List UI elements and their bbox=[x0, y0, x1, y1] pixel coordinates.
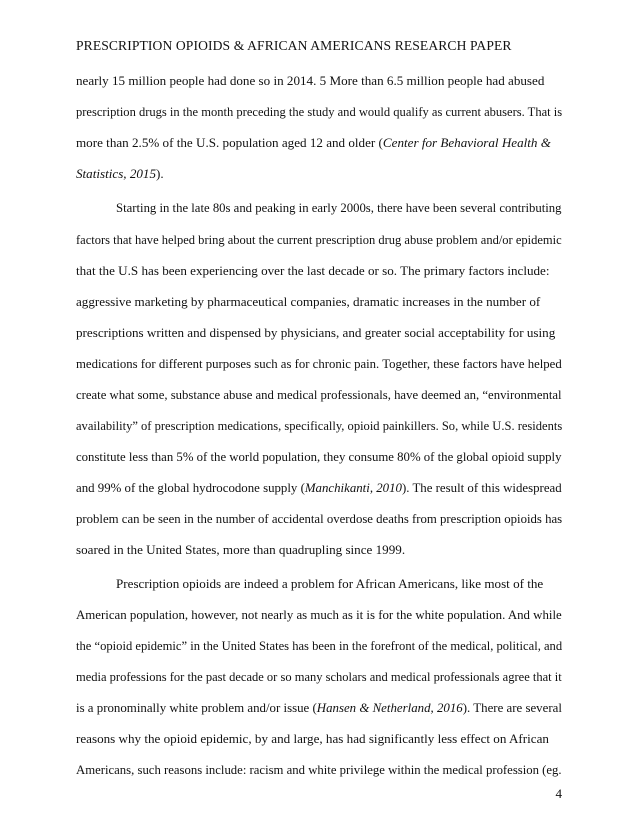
text-line: that the U.S has been experiencing over the last decade or so. The primary factors include: bbox=[76, 263, 550, 278]
text-line: create what some, substance abuse and medical professionals, have deemed an, “environmental bbox=[76, 387, 562, 402]
text-line bbox=[76, 166, 164, 182]
text-line: media professions for the past decade or so many scholars and medical professionals agree that it bbox=[76, 669, 562, 684]
text-run: is a pronominally white problem and/or issue ( bbox=[76, 700, 317, 715]
text-line: aggressive marketing by pharmaceutical companies, dramatic increases in the number of bbox=[76, 294, 541, 309]
text-run: ). The result of this widespread bbox=[401, 480, 562, 495]
text-line: medications for different purposes such as for chronic pain. Together, these factors have helped bbox=[76, 356, 562, 371]
text-line: prescription drugs in the month preceding the study and would qualify as current abusers. That is bbox=[76, 104, 563, 119]
text-line bbox=[76, 135, 551, 151]
paragraph-start: Prescription opioids are indeed a problem for African Americans, like most of the bbox=[116, 576, 544, 591]
text-line: availability” of prescription medications, specifically, opioid painkillers. So, while U.S. residents bbox=[76, 418, 563, 433]
text-line: nearly 15 million people had done so in 2014. 5 More than 6.5 million people had abused bbox=[76, 73, 545, 88]
text-line: the “opioid epidemic” in the United States has been in the forefront of the medical, political, and bbox=[76, 638, 563, 653]
citation: Statistics, 2015 bbox=[76, 166, 157, 181]
text-line: problem can be seen in the number of accidental overdose deaths from prescription opioids has bbox=[76, 511, 563, 526]
text-line: Americans, such reasons include: racism and white privilege within the medical profession (eg. bbox=[76, 762, 562, 777]
paragraph-start: Starting in the late 80s and peaking in early 2000s, there have been several contributing bbox=[116, 200, 562, 215]
text-line bbox=[76, 700, 562, 716]
text-line: reasons why the opioid epidemic, by and large, has had significantly less effect on African bbox=[76, 731, 549, 746]
running-head: PRESCRIPTION OPIOIDS & AFRICAN AMERICANS RESEARCH PAPER bbox=[76, 38, 512, 53]
text-line: factors that have helped bring about the current prescription drug abuse problem and/or epidemic bbox=[76, 232, 562, 247]
page-number: 4 bbox=[555, 786, 562, 801]
text-line: soared in the United States, more than quadrupling since 1999. bbox=[76, 542, 406, 557]
text-line: constitute less than 5% of the world population, they consume 80% of the global opioid supply bbox=[76, 449, 562, 464]
citation: Center for Behavioral Health & bbox=[382, 135, 551, 150]
text-line bbox=[76, 480, 562, 496]
text-run: and 99% of the global hydrocodone supply ( bbox=[76, 480, 305, 495]
text-run: ). bbox=[156, 166, 164, 181]
text-line: American population, however, not nearly as much as it is for the white population. And while bbox=[76, 607, 562, 622]
text-run: ). There are several bbox=[462, 700, 562, 715]
text-run: more than 2.5% of the U.S. population aged 12 and older ( bbox=[76, 135, 383, 150]
citation: Manchikanti, 2010 bbox=[304, 480, 402, 495]
text-line: prescriptions written and dispensed by physicians, and greater social acceptability for using bbox=[76, 325, 556, 340]
citation: Hansen & Netherland, 2016 bbox=[316, 700, 463, 715]
